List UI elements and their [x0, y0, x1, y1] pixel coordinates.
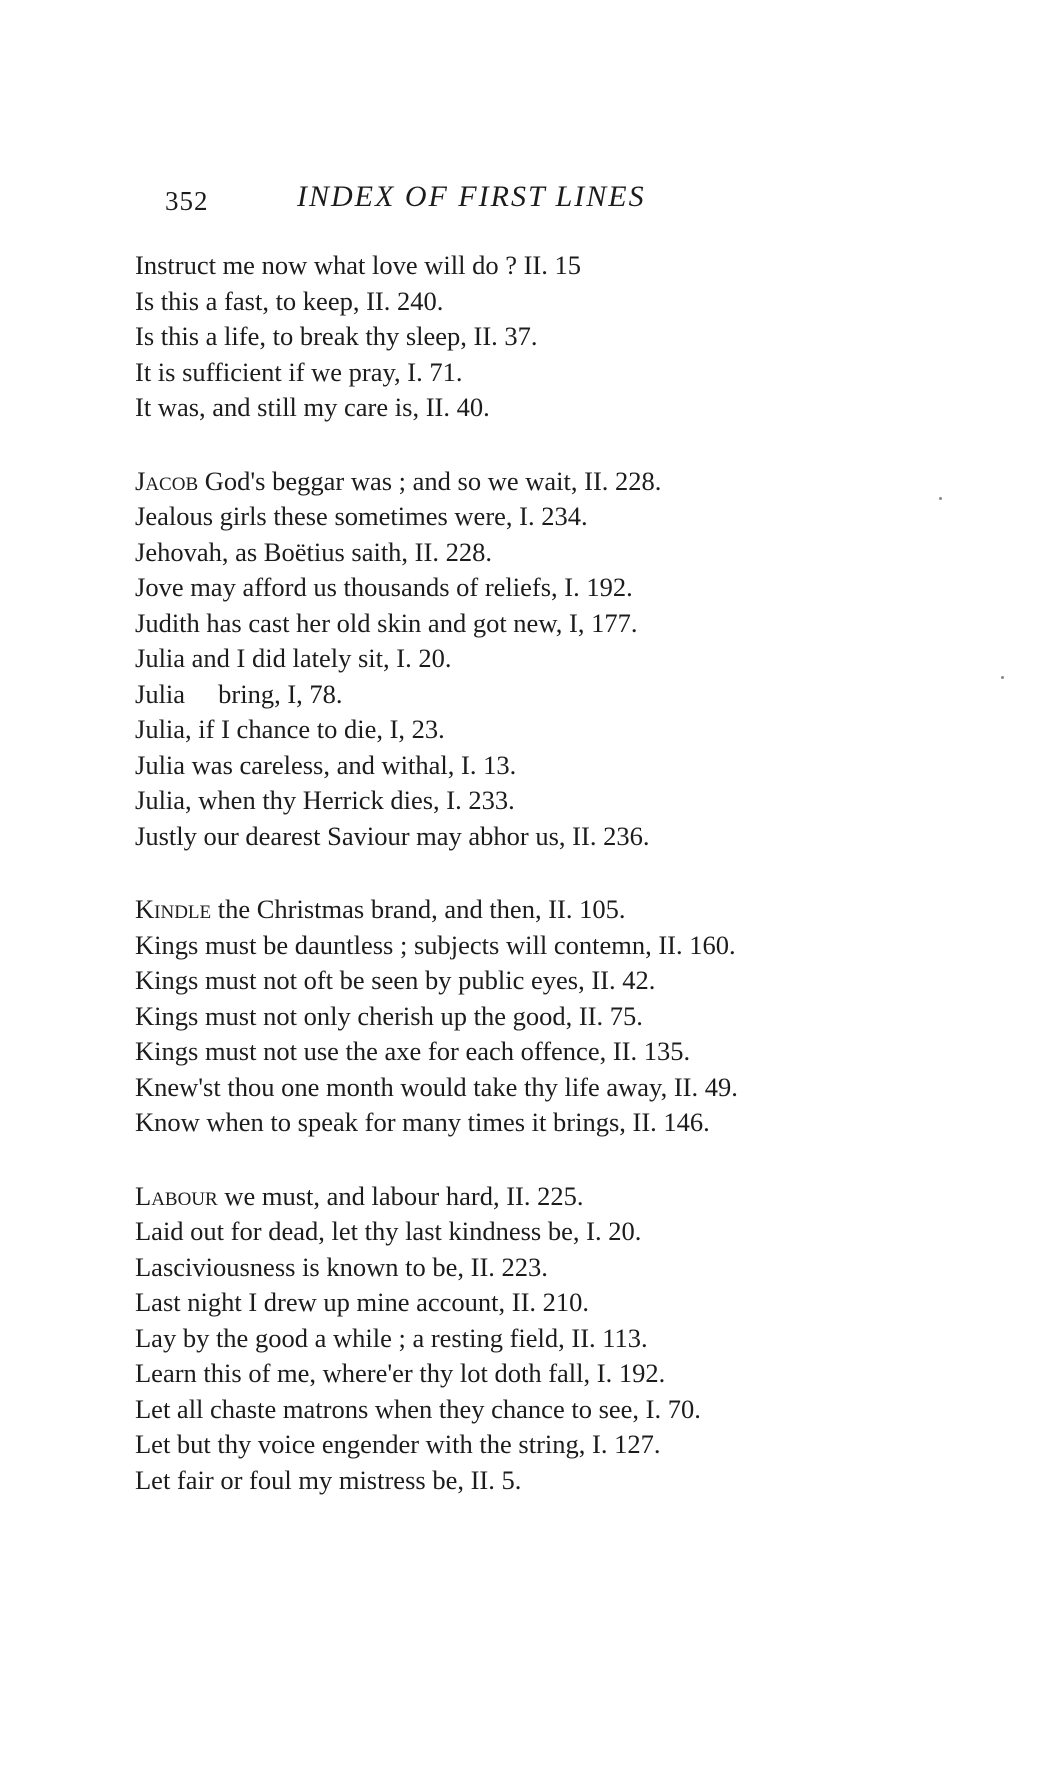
index-entry: Jehovah, as Boëtius saith, II. 228. — [135, 536, 492, 567]
initial-capital: K — [135, 894, 155, 924]
index-entry: Julia bring, I, 78. — [135, 678, 343, 709]
index-group-i — [135, 248, 935, 426]
scan-speck — [1001, 676, 1004, 679]
index-entry: Lasciviousness is known to be, II. 223. — [135, 1251, 548, 1282]
entry-text: the Christmas brand, and then, II. 105. — [211, 894, 626, 924]
index-entry: Jove may afford us thousands of reliefs, I. 192. — [135, 572, 633, 602]
index-entry: Julia, if I chance to die, I, 23. — [135, 714, 445, 744]
index-entry: It is sufficient if we pray, I. 71. — [135, 356, 463, 387]
index-entry: Jealous girls these sometimes were, I. 234. — [135, 501, 588, 531]
entry-text: we must, and labour hard, II. 225. — [217, 1180, 584, 1211]
index-entry: Instruct me now what love will do ? II. 15 — [135, 250, 581, 280]
index-entry: Judith has cast her old skin and got new, I, 177. — [135, 607, 638, 638]
index-entry: Julia and I did lately sit, I. 20. — [135, 643, 452, 673]
small-caps-word: acob — [145, 465, 199, 496]
index-entry: Kings must not only cherish up the good, II. 75. — [135, 1000, 643, 1031]
index-entry-first — [135, 1179, 935, 1215]
index-of-first-lines — [135, 248, 935, 1536]
index-entry: Julia, when thy Herrick dies, I. 233. — [135, 785, 515, 815]
index-entry: Let all chaste matrons when they chance to see, I. 70. — [135, 1393, 701, 1424]
page-number: 352 — [165, 186, 209, 216]
index-entry: Laid out for dead, let thy last kindness be, I. 20. — [135, 1216, 642, 1246]
scan-speck — [939, 497, 942, 500]
index-entry-first — [135, 892, 935, 928]
index-entry: Know when to speak for many times it brings, II. 146. — [135, 1107, 710, 1137]
initial-capital: J — [135, 465, 146, 496]
index-entry: Knew'st thou one month would take thy life away, II. 49. — [135, 1071, 738, 1102]
index-group-j — [135, 464, 935, 855]
index-group-l — [135, 1179, 935, 1499]
initial-capital: L — [135, 1180, 152, 1211]
index-entry: Is this a life, to break thy sleep, II. 37. — [135, 321, 538, 351]
running-title: INDEX OF FIRST LINES — [297, 180, 646, 213]
index-entry: Lay by the good a while ; a resting field, II. 113. — [135, 1322, 648, 1353]
small-caps-word: abour — [151, 1180, 218, 1211]
page-header — [165, 180, 885, 224]
index-entry: Let but thy voice engender with the string, I. 127. — [135, 1429, 661, 1459]
index-entry: Is this a fast, to keep, II. 240. — [135, 285, 444, 316]
index-entry: Learn this of me, where'er thy lot doth fall, I. 192. — [135, 1358, 666, 1388]
index-entry-first — [135, 464, 935, 500]
index-entry: It was, and still my care is, II. 40. — [135, 392, 490, 422]
index-entry: Kings must not use the axe for each offence, II. 135. — [135, 1036, 691, 1066]
small-caps-word: indle — [154, 894, 212, 924]
index-entry: Justly our dearest Saviour may abhor us, II. 236. — [135, 820, 650, 851]
index-entry: Julia was careless, and withal, I. 13. — [135, 749, 517, 780]
index-entry: Last night I drew up mine account, II. 210. — [135, 1287, 590, 1317]
entry-text: God's beggar was ; and so we wait, II. 228. — [198, 465, 662, 496]
index-group-k — [135, 892, 935, 1141]
index-entry: Let fair or foul my mistress be, II. 5. — [135, 1464, 522, 1495]
index-entry: Kings must not oft be seen by public eyes, II. 42. — [135, 965, 656, 995]
index-entry: Kings must be dauntless ; subjects will contemn, II. 160. — [135, 929, 736, 960]
